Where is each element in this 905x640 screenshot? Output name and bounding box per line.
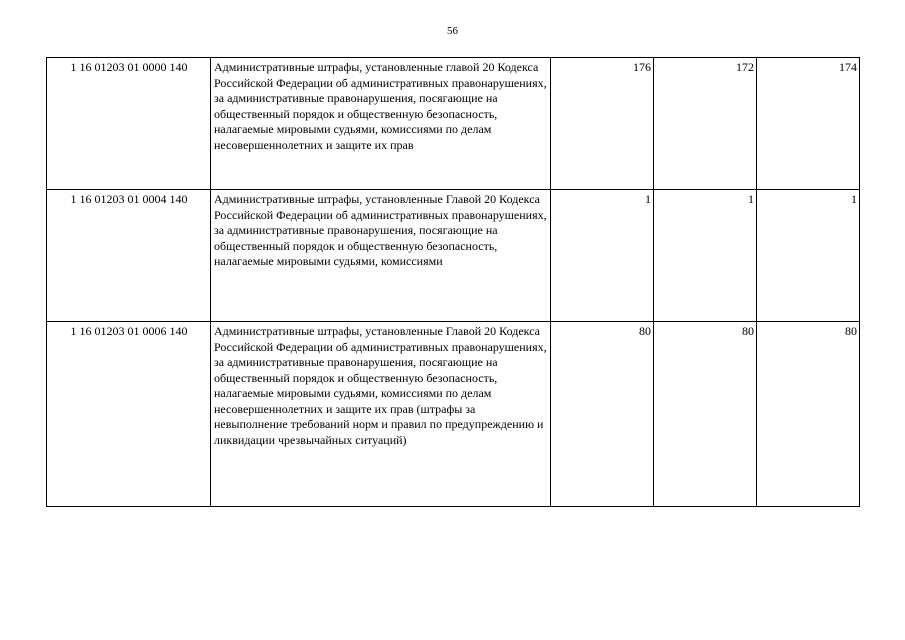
amount-cell-year-2: 1 (654, 190, 757, 322)
amount-cell-year-1: 1 (551, 190, 654, 322)
budget-code-cell: 1 16 01203 01 0000 140 (47, 58, 211, 190)
budget-code-cell: 1 16 01203 01 0004 140 (47, 190, 211, 322)
amount-cell-year-2: 80 (654, 322, 757, 507)
amount-cell-year-1: 176 (551, 58, 654, 190)
page-number: 56 (447, 25, 458, 37)
description-cell: Административные штрафы, установленные Главой 20 Кодекса Российской Федерации об административных правонарушениях, за административные правонарушения, посягающие на общественный порядок и общественную безопасность, налагаемые мировыми судьями, комиссиями (211, 190, 551, 322)
revenue-table (46, 57, 860, 507)
description-cell: Административные штрафы, установленные Главой 20 Кодекса Российской Федерации об административных правонарушениях, за административные правонарушения, посягающие на общественный порядок и общественную безопасность, налагаемые мировыми судьями, комиссиями по делам несовершеннолетних и защите их прав (штрафы за невыполнение требований норм и правил по предупреждению и ликвидации чрезвычайных ситуаций) (211, 322, 551, 507)
amount-cell-year-1: 80 (551, 322, 654, 507)
amount-cell-year-2: 172 (654, 58, 757, 190)
table-row (47, 190, 860, 322)
budget-code-cell: 1 16 01203 01 0006 140 (47, 322, 211, 507)
table-row (47, 322, 860, 507)
table-row (47, 58, 860, 190)
amount-cell-year-3: 1 (757, 190, 860, 322)
amount-cell-year-3: 80 (757, 322, 860, 507)
description-cell: Административные штрафы, установленные главой 20 Кодекса Российской Федерации об административных правонарушениях, за административные правонарушения, посягающие на общественный порядок и общественную безопасность, налагаемые мировыми судьями, комиссиями по делам несовершеннолетних и защите их прав (211, 58, 551, 190)
amount-cell-year-3: 174 (757, 58, 860, 190)
